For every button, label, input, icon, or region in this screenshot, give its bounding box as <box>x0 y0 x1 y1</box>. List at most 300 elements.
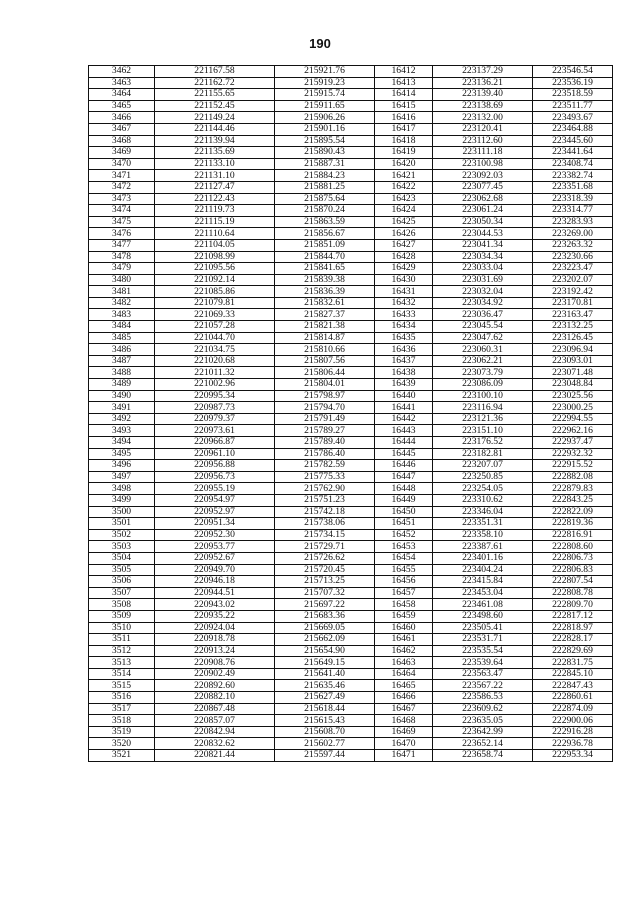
table-cell: 222807.54 <box>533 576 613 588</box>
table-cell: 215875.64 <box>275 193 375 205</box>
table-cell: 16444 <box>375 437 433 449</box>
table-row <box>89 599 613 611</box>
table-cell: 223493.67 <box>533 112 613 124</box>
table-cell: 215775.33 <box>275 471 375 483</box>
table-row <box>89 100 613 112</box>
table-cell: 3513 <box>89 657 155 669</box>
table-cell: 223111.18 <box>433 147 533 159</box>
table-row <box>89 390 613 402</box>
table-cell: 223563.47 <box>433 668 533 680</box>
table-cell: 16442 <box>375 413 433 425</box>
table-cell: 223121.36 <box>433 413 533 425</box>
table-cell: 16434 <box>375 321 433 333</box>
table-row <box>89 506 613 518</box>
table-cell: 223511.77 <box>533 100 613 112</box>
table-cell: 215919.23 <box>275 77 375 89</box>
table-cell: 215827.37 <box>275 309 375 321</box>
table-cell: 3501 <box>89 518 155 530</box>
table-cell: 222962.16 <box>533 425 613 437</box>
table-row <box>89 738 613 750</box>
table-cell: 223077.45 <box>433 181 533 193</box>
table-cell: 223032.04 <box>433 286 533 298</box>
table-cell: 220953.77 <box>155 541 275 553</box>
table-row <box>89 471 613 483</box>
table-cell: 220949.70 <box>155 564 275 576</box>
table-cell: 223230.66 <box>533 251 613 263</box>
table-cell: 16424 <box>375 205 433 217</box>
table-cell: 223138.69 <box>433 100 533 112</box>
table-cell: 223658.74 <box>433 750 533 762</box>
table-cell: 223351.68 <box>533 181 613 193</box>
table-cell: 3484 <box>89 321 155 333</box>
table-cell: 221092.14 <box>155 274 275 286</box>
table-cell: 223126.45 <box>533 332 613 344</box>
table-cell: 223000.25 <box>533 402 613 414</box>
table-cell: 223034.92 <box>433 297 533 309</box>
table-cell: 3502 <box>89 529 155 541</box>
table-row <box>89 634 613 646</box>
table-cell: 221133.10 <box>155 158 275 170</box>
table-cell: 16455 <box>375 564 433 576</box>
table-cell: 223283.93 <box>533 216 613 228</box>
table-cell: 223151.10 <box>433 425 533 437</box>
table-row <box>89 309 613 321</box>
table-cell: 16453 <box>375 541 433 553</box>
table-cell: 3471 <box>89 170 155 182</box>
table-cell: 215798.97 <box>275 390 375 402</box>
table-cell: 16421 <box>375 170 433 182</box>
table-cell: 221135.69 <box>155 147 275 159</box>
table-row <box>89 147 613 159</box>
table-cell: 16456 <box>375 576 433 588</box>
table-cell: 215794.70 <box>275 402 375 414</box>
table-cell: 222916.28 <box>533 726 613 738</box>
table-cell: 223314.77 <box>533 205 613 217</box>
table-cell: 222845.10 <box>533 668 613 680</box>
table-cell: 3503 <box>89 541 155 553</box>
table-cell: 16454 <box>375 552 433 564</box>
table-cell: 3499 <box>89 494 155 506</box>
table-cell: 16426 <box>375 228 433 240</box>
table-cell: 223635.05 <box>433 715 533 727</box>
table-cell: 3468 <box>89 135 155 147</box>
table-cell: 3512 <box>89 645 155 657</box>
table-cell: 16415 <box>375 100 433 112</box>
table-cell: 3466 <box>89 112 155 124</box>
table-cell: 215782.59 <box>275 460 375 472</box>
table-cell: 215836.39 <box>275 286 375 298</box>
table-cell: 220952.67 <box>155 552 275 564</box>
table-row <box>89 135 613 147</box>
table-cell: 16466 <box>375 692 433 704</box>
table-row <box>89 239 613 251</box>
table-cell: 3506 <box>89 576 155 588</box>
table-cell: 3485 <box>89 332 155 344</box>
table-cell: 222915.52 <box>533 460 613 472</box>
table-cell: 3494 <box>89 437 155 449</box>
table-cell: 221098.99 <box>155 251 275 263</box>
table-cell: 222828.17 <box>533 634 613 646</box>
table-cell: 3483 <box>89 309 155 321</box>
table-cell: 223116.94 <box>433 402 533 414</box>
table-row <box>89 170 613 182</box>
table-cell: 223401.16 <box>433 552 533 564</box>
table-cell: 16447 <box>375 471 433 483</box>
table-row <box>89 297 613 309</box>
table-cell: 223073.79 <box>433 367 533 379</box>
table-cell: 215635.46 <box>275 680 375 692</box>
table-cell: 221131.10 <box>155 170 275 182</box>
table-cell: 223250.85 <box>433 471 533 483</box>
table-row <box>89 205 613 217</box>
table-cell: 3520 <box>89 738 155 750</box>
table-cell: 220857.07 <box>155 715 275 727</box>
table-cell: 221127.47 <box>155 181 275 193</box>
table-cell: 215887.31 <box>275 158 375 170</box>
table-cell: 16467 <box>375 703 433 715</box>
table-cell: 215627.49 <box>275 692 375 704</box>
table-cell: 215791.49 <box>275 413 375 425</box>
table-row <box>89 518 613 530</box>
table-cell: 220924.04 <box>155 622 275 634</box>
table-cell: 223254.05 <box>433 483 533 495</box>
table-cell: 215789.27 <box>275 425 375 437</box>
table-cell: 223036.47 <box>433 309 533 321</box>
table-cell: 16416 <box>375 112 433 124</box>
table-cell: 222936.78 <box>533 738 613 750</box>
table-cell: 220966.87 <box>155 437 275 449</box>
table-cell: 223346.04 <box>433 506 533 518</box>
table-row <box>89 610 613 622</box>
table-cell: 3497 <box>89 471 155 483</box>
table-cell: 221002.96 <box>155 379 275 391</box>
table-cell: 215786.40 <box>275 448 375 460</box>
table-cell: 223093.01 <box>533 355 613 367</box>
table-cell: 222808.78 <box>533 587 613 599</box>
table-cell: 222994.55 <box>533 413 613 425</box>
table-row <box>89 425 613 437</box>
table-cell: 16445 <box>375 448 433 460</box>
table-cell: 220952.97 <box>155 506 275 518</box>
table-cell: 222900.06 <box>533 715 613 727</box>
table-cell: 222829.69 <box>533 645 613 657</box>
table-cell: 3509 <box>89 610 155 622</box>
table-cell: 221162.72 <box>155 77 275 89</box>
table-cell: 221119.73 <box>155 205 275 217</box>
table-cell: 223441.64 <box>533 147 613 159</box>
table-row <box>89 66 613 78</box>
table-cell: 223382.74 <box>533 170 613 182</box>
table-cell: 223176.52 <box>433 437 533 449</box>
table-cell: 223642.99 <box>433 726 533 738</box>
table-cell: 16464 <box>375 668 433 680</box>
table-cell: 215618.44 <box>275 703 375 715</box>
page-number: 190 <box>309 36 331 51</box>
table-cell: 222819.36 <box>533 518 613 530</box>
table-row <box>89 437 613 449</box>
table-row <box>89 263 613 275</box>
table-row <box>89 692 613 704</box>
table-cell: 222809.70 <box>533 599 613 611</box>
table-cell: 3464 <box>89 89 155 101</box>
table-cell: 215734.15 <box>275 529 375 541</box>
table-cell: 215851.09 <box>275 239 375 251</box>
table-cell: 3521 <box>89 750 155 762</box>
table-cell: 215683.36 <box>275 610 375 622</box>
table-cell: 223461.08 <box>433 599 533 611</box>
table-cell: 221079.81 <box>155 297 275 309</box>
table-cell: 222860.61 <box>533 692 613 704</box>
table-cell: 222882.08 <box>533 471 613 483</box>
table-cell: 221110.64 <box>155 228 275 240</box>
table-row <box>89 726 613 738</box>
table-cell: 223535.54 <box>433 645 533 657</box>
table-cell: 215810.66 <box>275 344 375 356</box>
table-cell: 215720.45 <box>275 564 375 576</box>
table-cell: 3496 <box>89 460 155 472</box>
table-cell: 3505 <box>89 564 155 576</box>
table-cell: 16457 <box>375 587 433 599</box>
table-cell: 3470 <box>89 158 155 170</box>
table-cell: 220935.22 <box>155 610 275 622</box>
table-cell: 223092.03 <box>433 170 533 182</box>
table-cell: 223408.74 <box>533 158 613 170</box>
table-cell: 220946.18 <box>155 576 275 588</box>
table-cell: 223464.88 <box>533 123 613 135</box>
table-cell: 215863.59 <box>275 216 375 228</box>
table-cell: 215890.43 <box>275 147 375 159</box>
table-row <box>89 576 613 588</box>
table-cell: 16452 <box>375 529 433 541</box>
table-cell: 16414 <box>375 89 433 101</box>
table-cell: 215602.77 <box>275 738 375 750</box>
table-cell: 3515 <box>89 680 155 692</box>
table-cell: 215804.01 <box>275 379 375 391</box>
table-cell: 16460 <box>375 622 433 634</box>
table-row <box>89 552 613 564</box>
table-cell: 215707.32 <box>275 587 375 599</box>
table-cell: 223498.60 <box>433 610 533 622</box>
table-cell: 16470 <box>375 738 433 750</box>
table-cell: 223041.34 <box>433 239 533 251</box>
table-cell: 16440 <box>375 390 433 402</box>
table-cell: 16419 <box>375 147 433 159</box>
table-cell: 215641.40 <box>275 668 375 680</box>
table-cell: 215713.25 <box>275 576 375 588</box>
table-cell: 3467 <box>89 123 155 135</box>
table-cell: 215742.18 <box>275 506 375 518</box>
table-cell: 220987.73 <box>155 402 275 414</box>
table-cell: 220973.61 <box>155 425 275 437</box>
table-row <box>89 680 613 692</box>
table-cell: 16420 <box>375 158 433 170</box>
table-cell: 220952.30 <box>155 529 275 541</box>
table-cell: 16458 <box>375 599 433 611</box>
table-cell: 16429 <box>375 263 433 275</box>
table-cell: 3504 <box>89 552 155 564</box>
table-row <box>89 112 613 124</box>
table-cell: 221020.68 <box>155 355 275 367</box>
table-cell: 215662.09 <box>275 634 375 646</box>
table-cell: 221139.94 <box>155 135 275 147</box>
table-cell: 220943.02 <box>155 599 275 611</box>
table-cell: 223269.00 <box>533 228 613 240</box>
table-cell: 3463 <box>89 77 155 89</box>
table-cell: 3476 <box>89 228 155 240</box>
table-row <box>89 216 613 228</box>
table-row <box>89 483 613 495</box>
table-cell: 215608.70 <box>275 726 375 738</box>
table-row <box>89 77 613 89</box>
table-cell: 16425 <box>375 216 433 228</box>
table-row <box>89 321 613 333</box>
table-cell: 222818.97 <box>533 622 613 634</box>
table-cell: 3462 <box>89 66 155 78</box>
table-cell: 3486 <box>89 344 155 356</box>
table-cell: 223100.98 <box>433 158 533 170</box>
table-cell: 215789.40 <box>275 437 375 449</box>
table-row <box>89 715 613 727</box>
table-cell: 223136.21 <box>433 77 533 89</box>
table-cell: 222937.47 <box>533 437 613 449</box>
table-cell: 223518.59 <box>533 89 613 101</box>
table-cell: 223263.32 <box>533 239 613 251</box>
table-cell: 223100.10 <box>433 390 533 402</box>
table-row <box>89 541 613 553</box>
table-cell: 223062.68 <box>433 193 533 205</box>
table-cell: 223358.10 <box>433 529 533 541</box>
table-row <box>89 402 613 414</box>
table-row <box>89 332 613 344</box>
table-row <box>89 460 613 472</box>
coordinate-table <box>88 65 613 762</box>
table-cell: 221167.58 <box>155 66 275 78</box>
table-cell: 223387.61 <box>433 541 533 553</box>
table-cell: 221044.70 <box>155 332 275 344</box>
table-row <box>89 622 613 634</box>
table-cell: 16441 <box>375 402 433 414</box>
table-cell: 223132.00 <box>433 112 533 124</box>
table-cell: 215901.16 <box>275 123 375 135</box>
table-cell: 223531.71 <box>433 634 533 646</box>
table-cell: 3478 <box>89 251 155 263</box>
table-cell: 215807.56 <box>275 355 375 367</box>
table-cell: 222932.32 <box>533 448 613 460</box>
table-cell: 223033.04 <box>433 263 533 275</box>
table-cell: 221149.24 <box>155 112 275 124</box>
table-row <box>89 413 613 425</box>
table-cell: 220913.24 <box>155 645 275 657</box>
table-cell: 3518 <box>89 715 155 727</box>
table-row <box>89 158 613 170</box>
table-cell: 16436 <box>375 344 433 356</box>
table-row <box>89 274 613 286</box>
table-cell: 221155.65 <box>155 89 275 101</box>
table-cell: 223207.07 <box>433 460 533 472</box>
table-cell: 215697.22 <box>275 599 375 611</box>
table-cell: 222874.09 <box>533 703 613 715</box>
table-cell: 3474 <box>89 205 155 217</box>
table-cell: 223445.60 <box>533 135 613 147</box>
table-row <box>89 123 613 135</box>
table-cell: 16471 <box>375 750 433 762</box>
table-cell: 221011.32 <box>155 367 275 379</box>
table-cell: 16417 <box>375 123 433 135</box>
table-cell: 222817.12 <box>533 610 613 622</box>
table-cell: 3517 <box>89 703 155 715</box>
table-cell: 220979.37 <box>155 413 275 425</box>
table-row <box>89 228 613 240</box>
table-cell: 223132.25 <box>533 321 613 333</box>
table-cell: 3500 <box>89 506 155 518</box>
table-cell: 223453.04 <box>433 587 533 599</box>
table-cell: 3495 <box>89 448 155 460</box>
table-cell: 215856.67 <box>275 228 375 240</box>
table-cell: 222843.25 <box>533 494 613 506</box>
table-cell: 16431 <box>375 286 433 298</box>
table-row <box>89 529 613 541</box>
table-cell: 223086.09 <box>433 379 533 391</box>
table-cell: 220995.34 <box>155 390 275 402</box>
table-cell: 3489 <box>89 379 155 391</box>
table-cell: 223404.24 <box>433 564 533 576</box>
table-cell: 16450 <box>375 506 433 518</box>
table-cell: 221152.45 <box>155 100 275 112</box>
table-cell: 3493 <box>89 425 155 437</box>
table-cell: 223318.39 <box>533 193 613 205</box>
table-row <box>89 750 613 762</box>
table-cell: 3475 <box>89 216 155 228</box>
table-cell: 220821.44 <box>155 750 275 762</box>
table-cell: 3479 <box>89 263 155 275</box>
table-cell: 215832.61 <box>275 297 375 309</box>
table-cell: 16449 <box>375 494 433 506</box>
table-cell: 3492 <box>89 413 155 425</box>
table-cell: 223539.64 <box>433 657 533 669</box>
table-cell: 3516 <box>89 692 155 704</box>
table-cell: 223192.42 <box>533 286 613 298</box>
table-cell: 16418 <box>375 135 433 147</box>
table-cell: 16435 <box>375 332 433 344</box>
table-row <box>89 668 613 680</box>
table-cell: 223415.84 <box>433 576 533 588</box>
table-row <box>89 286 613 298</box>
table-cell: 223045.54 <box>433 321 533 333</box>
table-row <box>89 448 613 460</box>
table-cell: 3508 <box>89 599 155 611</box>
table-cell: 222822.09 <box>533 506 613 518</box>
table-cell: 223071.48 <box>533 367 613 379</box>
table-cell: 220892.60 <box>155 680 275 692</box>
table-cell: 215806.44 <box>275 367 375 379</box>
table-cell: 215841.65 <box>275 263 375 275</box>
table-cell: 223031.69 <box>433 274 533 286</box>
table-cell: 3511 <box>89 634 155 646</box>
table-cell: 3498 <box>89 483 155 495</box>
table-cell: 16437 <box>375 355 433 367</box>
table-cell: 3477 <box>89 239 155 251</box>
table-cell: 223202.07 <box>533 274 613 286</box>
table-cell: 16422 <box>375 181 433 193</box>
table-cell: 16427 <box>375 239 433 251</box>
table-cell: 222831.75 <box>533 657 613 669</box>
table-cell: 215649.15 <box>275 657 375 669</box>
table-cell: 220955.19 <box>155 483 275 495</box>
table-cell: 215839.38 <box>275 274 375 286</box>
table-cell: 220842.94 <box>155 726 275 738</box>
table-cell: 215729.71 <box>275 541 375 553</box>
table-cell: 16462 <box>375 645 433 657</box>
